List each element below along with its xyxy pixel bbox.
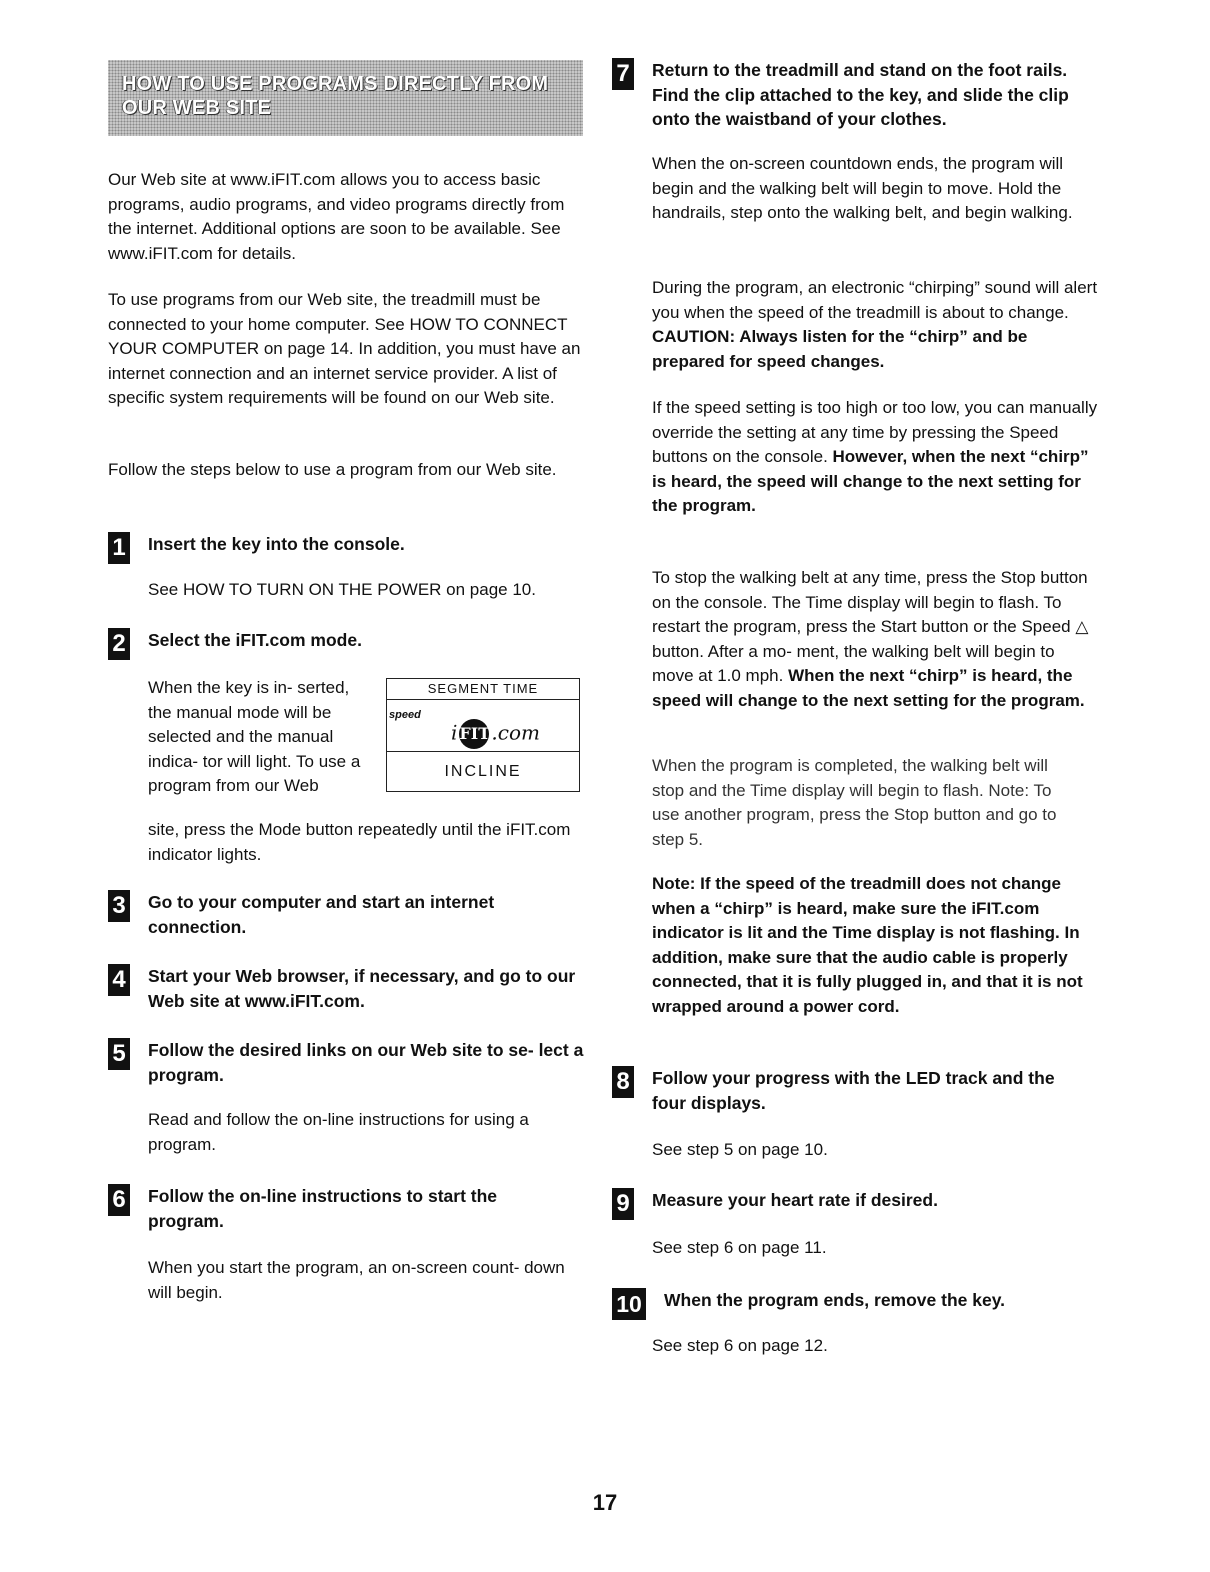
step-number-7: 7 <box>612 58 634 90</box>
step-10-body: See step 6 on page 12. <box>652 1336 828 1355</box>
step-5-body: Read and follow the on-line instructions for using a program. <box>148 1110 529 1154</box>
caution-text: CAUTION: Always listen for the “chirp” and be prepared for speed changes. <box>652 327 1028 371</box>
step-1-body: See HOW TO TURN ON THE POWER on page 10. <box>148 580 536 599</box>
paragraph-completed: When the program is completed, the walking belt will stop and the Time display will begin to flash. Note: To use another program, press the Stop button and go to step 5. <box>652 756 1057 849</box>
ifit-logo-com: .com <box>491 720 540 745</box>
step-4-title: Start your Web browser, if necessary, and go to our Web site at www.iFIT.com. <box>148 966 576 1011</box>
paragraph-countdown: When the on-screen countdown ends, the program will begin and the walking belt will begin to move. Hold the handrails, step onto the walking belt, and begin walking. <box>652 154 1073 222</box>
step-10-title: When the program ends, remove the key. <box>664 1290 1006 1310</box>
step-number-3: 3 <box>108 890 130 922</box>
console-display-illustration <box>386 678 580 792</box>
ifit-logo-ball: FIT <box>459 719 489 749</box>
paragraph-stop <box>652 566 1100 713</box>
display-incline-label: INCLINE <box>387 751 579 792</box>
step-8-title: Follow your progress with the LED track and the four displays. <box>652 1068 1055 1113</box>
step-9-title: Measure your heart rate if desired. <box>652 1190 938 1210</box>
step-2-body-a: When the key is in- serted, the manual mode will be selected and the manual indica- tor will light. To use a program from our Web <box>148 678 361 795</box>
step-number-10: 10 <box>612 1288 646 1320</box>
ifit-logo <box>451 719 540 749</box>
step-1-title: Insert the key into the console. <box>148 534 405 554</box>
paragraph-override-note: However, when the next “chirp” is heard, the speed will change to the next setting for the program. <box>652 447 1089 515</box>
intro-paragraph-1: Our Web site at www.iFIT.com allows you to access basic programs, audio programs, and video programs directly from the internet. Additional options are soon to be available. See www.iFIT.com for details. <box>108 170 565 263</box>
intro-paragraph-2: To use programs from our Web site, the treadmill must be connected to your home computer. See HOW TO CONNECT YOUR COMPUTER on page 14. In addition, you must have an internet connection and an internet service provider. A list of specific system requirements will be found on our Web site. <box>108 290 581 407</box>
section-title: HOW TO USE PROGRAMS DIRECTLY FROM OUR WEB SITE <box>122 73 549 119</box>
display-segment-time-label: SEGMENT TIME <box>387 679 579 700</box>
paragraph-stop-text: To stop the walking belt at any time, press the Stop button on the console. The Time display will begin to flash. To restart the program, press the Start button or the Speed △ button. After a mo- ment, the walking belt will begin to move at 1.0 mph. <box>652 568 1089 685</box>
paragraph-chirp <box>652 276 1100 374</box>
step-7-title: Return to the treadmill and stand on the foot rails. Find the clip attached to the key, and slide the clip onto the waistband of your clothes. <box>652 60 1069 129</box>
step-6-body: When you start the program, an on-screen count- down will begin. <box>148 1258 565 1302</box>
step-8-body: See step 5 on page 10. <box>652 1140 828 1159</box>
step-number-9: 9 <box>612 1188 634 1220</box>
display-speed-label: speed <box>389 709 421 721</box>
step-number-8: 8 <box>612 1066 634 1098</box>
step-number-5: 5 <box>108 1038 130 1070</box>
step-3-title: Go to your computer and start an internet connection. <box>148 892 495 937</box>
intro-paragraph-3: Follow the steps below to use a program from our Web site. <box>108 460 557 479</box>
step-6-title: Follow the on-line instructions to start the program. <box>148 1186 498 1231</box>
paragraph-chirp-text: During the program, an electronic “chirping” sound will alert you when the speed of the treadmill is about to change. <box>652 278 1098 322</box>
step-number-6: 6 <box>108 1184 130 1216</box>
paragraph-note: Note: If the speed of the treadmill does not change when a “chirp” is heard, make sure the iFIT.com indicator is lit and the Time display is not flashing. In addition, make sure that the audio cable is properly connected, that it is fully plugged in, and that it is not wrapped around a power cord. <box>652 874 1083 1016</box>
section-banner <box>108 60 583 136</box>
step-9-body: See step 6 on page 11. <box>652 1238 827 1257</box>
step-number-2: 2 <box>108 628 130 660</box>
paragraph-override-text: If the speed setting is too high or too low, you can manually override the setting at any time by pressing the Speed buttons on the console. <box>652 398 1098 466</box>
step-number-4: 4 <box>108 964 130 996</box>
paragraph-override <box>652 396 1100 519</box>
paragraph-stop-note: When the next “chirp” is heard, the speed will change to the next setting for the program. <box>652 666 1085 710</box>
step-5-title: Follow the desired links on our Web site to se- lect a program. <box>148 1040 584 1085</box>
step-2-title: Select the iFIT.com mode. <box>148 630 362 650</box>
step-2-body-b: site, press the Mode button repeatedly until the iFIT.com indicator lights. <box>148 820 571 864</box>
step-number-1: 1 <box>108 532 130 564</box>
ifit-logo-i: i <box>451 720 458 745</box>
page-number: 17 <box>592 1490 618 1515</box>
